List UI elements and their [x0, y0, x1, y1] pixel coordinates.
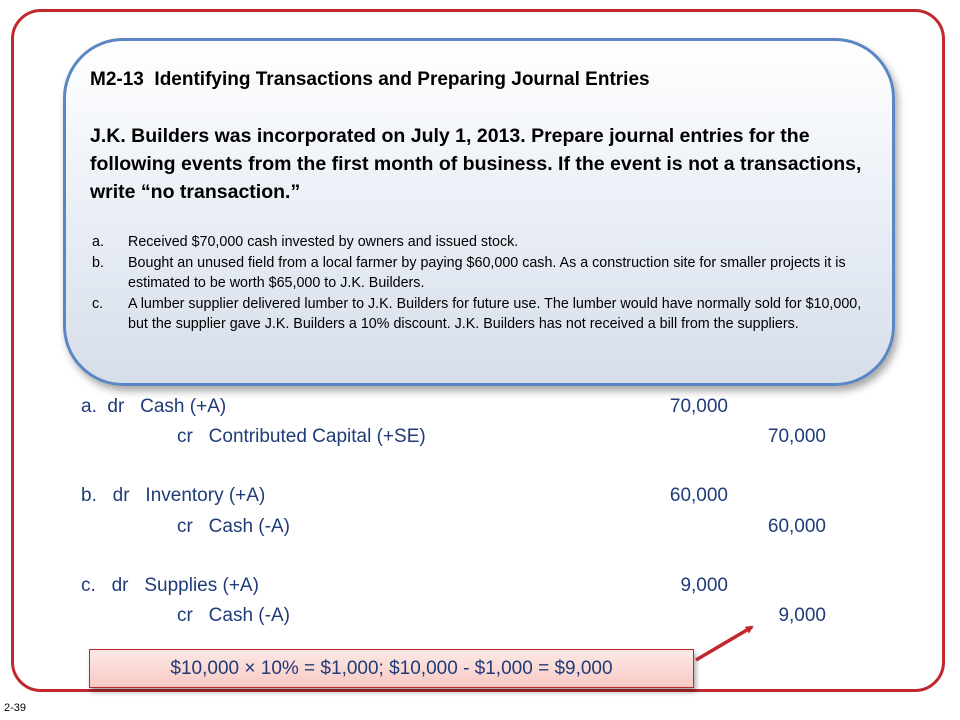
entry-c-credit: cr Cash (-A): [177, 605, 290, 626]
event-item-c: [92, 294, 882, 335]
slide-number: 2-39: [4, 702, 27, 714]
event-text: Received $70,000 cash invested by owners and issued stock.: [128, 234, 519, 250]
entry-c-debit: c. dr Supplies (+A): [81, 575, 259, 596]
entry-a-credit-amount: 70,000: [767, 426, 826, 447]
event-list: [92, 232, 882, 335]
entry-a-debit: a. dr Cash (+A): [81, 396, 227, 417]
event-item-b: [92, 253, 882, 294]
event-text: A lumber supplier delivered lumber to J.K. Builders for future use. The lumber would have normally sold for $10,000, but the supplier gave J.K. Builders a 10% discount. J.K. Builders has not received a bill from the suppliers.: [128, 295, 862, 332]
entry-b-credit-amount: 60,000: [767, 516, 826, 537]
problem-title: M2-13 Identifying Transactions and Preparing Journal Entries: [90, 69, 650, 90]
entry-c-debit-amount: 9,000: [680, 575, 728, 596]
entry-c-credit-amount: 9,000: [778, 605, 826, 626]
entry-a-credit: cr Contributed Capital (+SE): [177, 426, 426, 447]
event-text: Bought an unused field from a local farmer by paying $60,000 cash. As a construction site for smaller projects it is estimated to be worth $65,000 to J.K. Builders.: [128, 254, 846, 291]
entry-b-debit-amount: 60,000: [669, 485, 728, 506]
calculation-callout: $10,000 × 10% = $1,000; $10,000 - $1,000 = $9,000: [89, 649, 694, 688]
entry-b-credit: cr Cash (-A): [177, 516, 290, 537]
event-marker: c.: [92, 295, 104, 312]
event-item-a: [92, 232, 882, 253]
event-marker: a.: [92, 234, 104, 250]
entry-a-debit-amount: 70,000: [669, 396, 728, 417]
event-marker: b.: [92, 254, 104, 271]
problem-intro: J.K. Builders was incorporated on July 1, 2013. Prepare journal entries for the following events from the first month of business. If the event is not a transactions, write “no transaction.”: [90, 125, 862, 203]
entry-b-debit: b. dr Inventory (+A): [81, 485, 266, 506]
